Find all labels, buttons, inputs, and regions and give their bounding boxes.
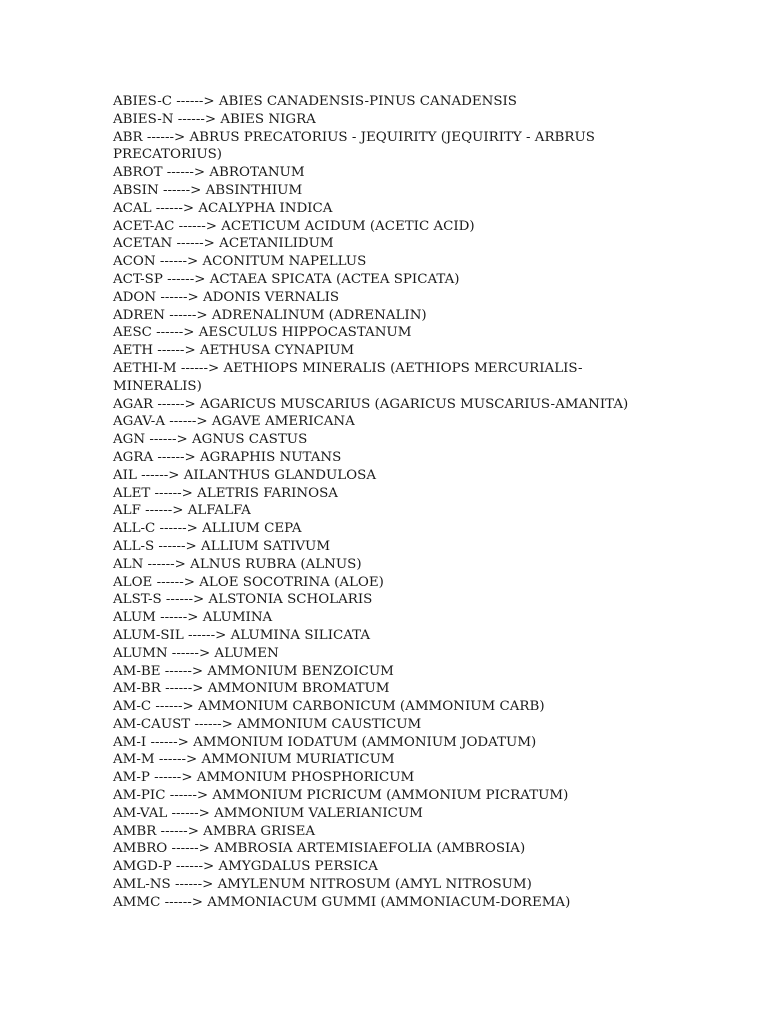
abbreviation-entry: ALF ------> ALFALFA [113, 503, 251, 519]
abbreviation-entry: ALST-S ------> ALSTONIA SCHOLARIS [113, 592, 373, 608]
document-page [113, 93, 633, 912]
abbreviation-entry: AM-BE ------> AMMONIUM BENZOICUM [113, 663, 394, 679]
abbreviation-list [113, 93, 633, 912]
abbreviation-entry: AM-M ------> AMMONIUM MURIATICUM [113, 752, 395, 768]
abbreviation-entry: AM-C ------> AMMONIUM CARBONICUM (AMMONIUM CARB) [113, 699, 545, 715]
abbreviation-entry: ABSIN ------> ABSINTHIUM [113, 182, 303, 198]
abbreviation-entry: ALL-S ------> ALLIUM SATIVUM [113, 538, 331, 554]
abbreviation-entry: AETH ------> AETHUSA CYNAPIUM [113, 343, 355, 359]
abbreviation-entry: ACETAN ------> ACETANILIDUM [113, 236, 334, 252]
abbreviation-entry: ADREN ------> ADRENALINUM (ADRENALIN) [113, 307, 427, 323]
abbreviation-entry: ALN ------> ALNUS RUBRA (ALNUS) [113, 556, 362, 572]
abbreviation-entry: AML-NS ------> AMYLENUM NITROSUM (AMYL NITROSUM) [113, 877, 532, 893]
abbreviation-entry: AMBR ------> AMBRA GRISEA [113, 823, 316, 839]
abbreviation-entry: AM-I ------> AMMONIUM IODATUM (AMMONIUM JODATUM) [113, 734, 537, 750]
abbreviation-entry: ALUM-SIL ------> ALUMINA SILICATA [113, 627, 371, 643]
abbreviation-entry: ALOE ------> ALOE SOCOTRINA (ALOE) [113, 574, 384, 590]
abbreviation-entry: ABIES-C ------> ABIES CANADENSIS-PINUS CANADENSIS [113, 94, 517, 109]
abbreviation-entry: ALL-C ------> ALLIUM CEPA [113, 521, 302, 537]
abbreviation-entry: AMBRO ------> AMBROSIA ARTEMISIAEFOLIA (AMBROSIA) [113, 841, 526, 857]
abbreviation-entry: AETHI-M ------> AETHIOPS MINERALIS (AETHIOPS MERCURIALIS-MINERALIS) [113, 360, 583, 394]
abbreviation-entry: ACAL ------> ACALYPHA INDICA [113, 200, 333, 216]
abbreviation-entry: AM-PIC ------> AMMONIUM PICRICUM (AMMONIUM PICRATUM) [113, 788, 569, 804]
abbreviation-entry: ACON ------> ACONITUM NAPELLUS [113, 254, 367, 270]
abbreviation-entry: ABR ------> ABRUS PRECATORIUS - JEQUIRITY (JEQUIRITY - ARBRUS PRECATORIUS) [113, 129, 595, 163]
abbreviation-entry: AM-BR ------> AMMONIUM BROMATUM [113, 681, 390, 697]
abbreviation-entry: AM-VAL ------> AMMONIUM VALERIANICUM [113, 805, 423, 821]
abbreviation-entry: AGAR ------> AGARICUS MUSCARIUS (AGARICUS MUSCARIUS-AMANITA) [113, 396, 629, 412]
abbreviation-entry: AM-P ------> AMMONIUM PHOSPHORICUM [113, 770, 415, 786]
abbreviation-entry: AESC ------> AESCULUS HIPPOCASTANUM [113, 325, 412, 341]
abbreviation-entry: AM-CAUST ------> AMMONIUM CAUSTICUM [113, 716, 422, 732]
abbreviation-entry: ADON ------> ADONIS VERNALIS [113, 289, 340, 305]
abbreviation-entry: ALET ------> ALETRIS FARINOSA [113, 485, 338, 501]
abbreviation-entry: AIL ------> AILANTHUS GLANDULOSA [113, 467, 377, 483]
abbreviation-entry: ALUMN ------> ALUMEN [113, 645, 279, 661]
abbreviation-entry: AGAV-A ------> AGAVE AMERICANA [113, 414, 355, 430]
abbreviation-entry: AGN ------> AGNUS CASTUS [113, 432, 308, 448]
abbreviation-entry: ACT-SP ------> ACTAEA SPICATA (ACTEA SPICATA) [113, 271, 460, 287]
abbreviation-entry: AMMC ------> AMMONIACUM GUMMI (AMMONIACUM-DOREMA) [113, 894, 571, 910]
abbreviation-entry: ACET-AC ------> ACETICUM ACIDUM (ACETIC ACID) [113, 218, 475, 234]
abbreviation-entry: ALUM ------> ALUMINA [113, 610, 273, 626]
abbreviation-entry: AGRA ------> AGRAPHIS NUTANS [113, 449, 342, 465]
abbreviation-entry: ABIES-N ------> ABIES NIGRA [113, 111, 316, 127]
abbreviation-entry: AMGD-P ------> AMYGDALUS PERSICA [113, 859, 378, 875]
abbreviation-entry: ABROT ------> ABROTANUM [113, 165, 305, 181]
